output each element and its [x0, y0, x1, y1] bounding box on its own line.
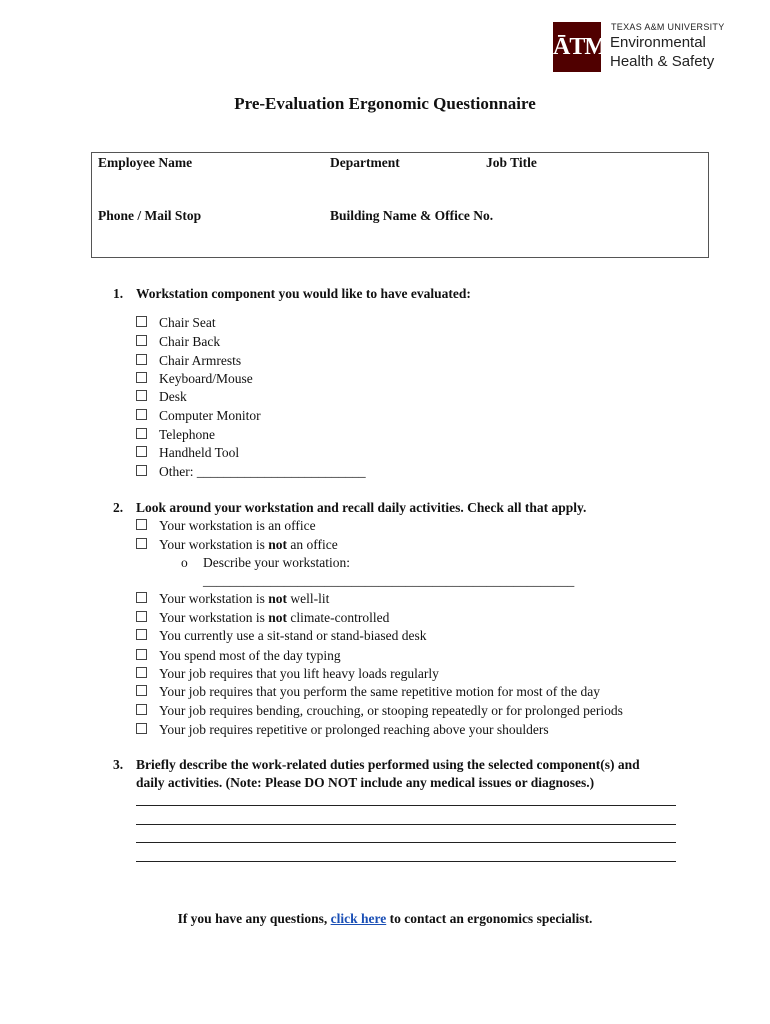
- logo-line-1: Environmental: [610, 34, 706, 51]
- checkbox-icon[interactable]: [136, 390, 147, 401]
- checkbox-icon[interactable]: [136, 629, 147, 640]
- checkbox-icon[interactable]: [136, 611, 147, 622]
- q1-option[interactable]: Handheld Tool: [136, 444, 239, 462]
- phone-mail-stop-label: Phone / Mail Stop: [98, 208, 202, 223]
- building-office-label: Building Name & Office No.: [330, 208, 494, 223]
- checkbox-icon[interactable]: [136, 372, 147, 383]
- atm-logo-mark: ĀTM: [553, 22, 601, 72]
- checkbox-icon[interactable]: [136, 519, 147, 530]
- q1-option[interactable]: Keyboard/Mouse: [136, 370, 253, 388]
- q3-text-line-2: daily activities. (Note: Please DO NOT include any medical issues or diagnoses.): [136, 775, 595, 790]
- q3-number: 3.: [113, 757, 124, 772]
- page-title: Pre-Evaluation Ergonomic Questionnaire: [234, 94, 536, 113]
- q3-answer-line[interactable]: [136, 824, 676, 825]
- checkbox-icon[interactable]: [136, 335, 147, 346]
- q2-option[interactable]: You currently use a sit-stand or stand-biased desk: [136, 627, 426, 645]
- department-label: Department: [330, 155, 400, 170]
- q2-option[interactable]: Your workstation is not climate-controlled: [136, 609, 389, 627]
- checkbox-icon[interactable]: [136, 409, 147, 420]
- q1-option[interactable]: Chair Back: [136, 333, 220, 351]
- tamu-ehs-logo: [553, 22, 728, 74]
- logo-university: TEXAS A&M UNIVERSITY: [611, 22, 725, 32]
- checkbox-icon[interactable]: [136, 446, 147, 457]
- q3-answer-line[interactable]: [136, 805, 676, 806]
- contact-footer: If you have any questions, click here to contact an ergonomics specialist.: [177, 911, 593, 926]
- describe-bullet: o: [181, 555, 188, 570]
- q2-option[interactable]: Your job requires repetitive or prolonged reaching above your shoulders: [136, 721, 549, 739]
- q2-option[interactable]: Your workstation is not an office: [136, 536, 338, 554]
- q3-answer-line[interactable]: [136, 861, 676, 862]
- checkbox-icon[interactable]: [136, 685, 147, 696]
- q2-option[interactable]: Your job requires that you lift heavy loads regularly: [136, 665, 439, 683]
- checkbox-icon[interactable]: [136, 538, 147, 549]
- q2-option[interactable]: Your workstation is an office: [136, 517, 316, 535]
- checkbox-icon[interactable]: [136, 465, 147, 476]
- q2-number: 2.: [113, 500, 124, 515]
- checkbox-icon[interactable]: [136, 354, 147, 365]
- describe-workstation-line[interactable]: _______________________________________________________: [203, 573, 575, 588]
- checkbox-icon[interactable]: [136, 649, 147, 660]
- checkbox-icon[interactable]: [136, 667, 147, 678]
- q1-option[interactable]: Desk: [136, 388, 187, 406]
- q2-option[interactable]: Your job requires bending, crouching, or stooping repeatedly or for prolonged periods: [136, 702, 623, 720]
- q1-option-other[interactable]: Other: _________________________: [136, 463, 366, 481]
- employee-info-table: [91, 152, 709, 258]
- contact-specialist-link[interactable]: click here: [330, 911, 387, 926]
- q1-option[interactable]: Chair Seat: [136, 314, 216, 332]
- job-title-label: Job Title: [486, 155, 537, 170]
- q2-option[interactable]: Your workstation is not well-lit: [136, 590, 329, 608]
- checkbox-icon[interactable]: [136, 316, 147, 327]
- describe-workstation-label: Describe your workstation:: [203, 555, 350, 570]
- employee-name-label: Employee Name: [98, 155, 193, 170]
- checkbox-icon[interactable]: [136, 723, 147, 734]
- q1-option[interactable]: Computer Monitor: [136, 407, 261, 425]
- checkbox-icon[interactable]: [136, 592, 147, 603]
- q1-option[interactable]: Chair Armrests: [136, 352, 241, 370]
- q2-option[interactable]: You spend most of the day typing: [136, 647, 341, 665]
- q3-answer-line[interactable]: [136, 842, 676, 843]
- logo-line-2: Health & Safety: [610, 53, 715, 70]
- q1-option[interactable]: Telephone: [136, 426, 215, 444]
- q1-number: 1.: [113, 286, 124, 301]
- q2-option[interactable]: Your job requires that you perform the same repetitive motion for most of the day: [136, 683, 600, 701]
- q2-text: Look around your workstation and recall daily activities. Check all that apply.: [136, 500, 587, 515]
- q1-text: Workstation component you would like to have evaluated:: [136, 286, 471, 301]
- q3-text-line-1: Briefly describe the work-related duties performed using the selected component(s) and: [136, 757, 640, 772]
- checkbox-icon[interactable]: [136, 428, 147, 439]
- checkbox-icon[interactable]: [136, 704, 147, 715]
